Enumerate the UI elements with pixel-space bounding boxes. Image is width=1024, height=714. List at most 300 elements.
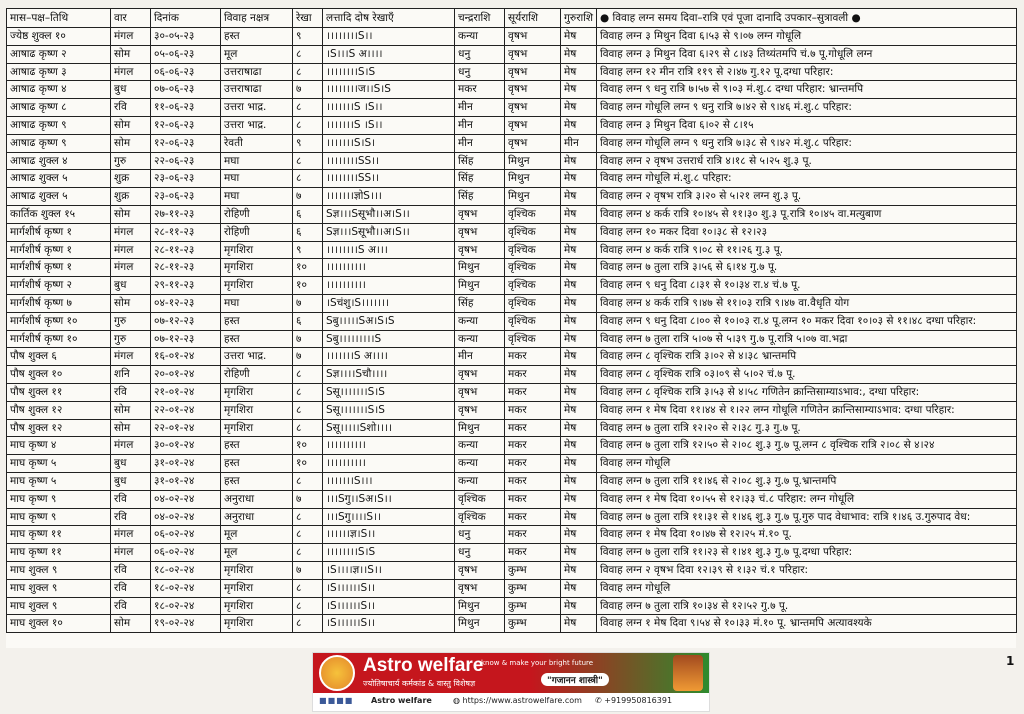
cell-jupiter-sign: मेष [561, 383, 597, 401]
cell-sun-sign: वृश्चिक [505, 330, 561, 348]
table-row [7, 472, 1017, 490]
cell-month-paksha-tithi: मार्गशीर्ष कृष्ण १० [7, 312, 111, 330]
cell-latta-dosh: ।।।।।।ज्ञ।S।। [323, 526, 455, 544]
cell-nakshatra: हस्त [221, 312, 293, 330]
cell-sun-sign: मकर [505, 401, 561, 419]
cell-date: ०७-१२-२३ [151, 312, 221, 330]
cell-latta-dosh: ।।।।।।।।SS।। [323, 170, 455, 188]
cell-latta-dosh: Sबु।।।।।Sअ।S।S [323, 312, 455, 330]
logo-icon [319, 655, 355, 691]
cell-date: २२-०१-२४ [151, 401, 221, 419]
cell-latta-dosh: ।।।।।।।।S।। [323, 28, 455, 46]
cell-date: २८-११-२३ [151, 259, 221, 277]
table-row [7, 437, 1017, 455]
header-month-paksha-tithi: मास–पक्ष–तिथि [7, 9, 111, 28]
cell-sun-sign: मकर [505, 366, 561, 384]
cell-date: ०६-०२-२४ [151, 544, 221, 562]
cell-lagna-notes: विवाह लग्न १० मकर दिवा १०।३८ से १२।२३ [597, 223, 1017, 241]
cell-jupiter-sign: मेष [561, 330, 597, 348]
cell-jupiter-sign: मेष [561, 597, 597, 615]
cell-month-paksha-tithi: माघ शुक्ल ९ [7, 579, 111, 597]
table-row [7, 99, 1017, 117]
table-row [7, 241, 1017, 259]
cell-lagna-notes: विवाह लग्न ७ तुला रात्रि ३।५६ से ६।१४ गु.७ पू. [597, 259, 1017, 277]
cell-sun-sign: वृषभ [505, 28, 561, 46]
cell-month-paksha-tithi: मार्गशीर्ष कृष्ण १ [7, 223, 111, 241]
cell-date: २९-११-२३ [151, 277, 221, 295]
cell-latta-dosh: ।।।।।।।S अ।।।। [323, 348, 455, 366]
page-number: 1 [1006, 654, 1015, 668]
cell-lagna-notes: विवाह लग्न ९ धनु दिवा ८।०० से १०।०३ रा.४ पू.लग्न १० मकर दिवा १०।०३ से ११।४८ दग्धा परिहार: [597, 312, 1017, 330]
cell-rekha: ८ [293, 419, 323, 437]
cell-month-paksha-tithi: मार्गशीर्ष कृष्ण १ [7, 259, 111, 277]
table-row [7, 63, 1017, 81]
cell-weekday: बुध [111, 277, 151, 295]
cell-nakshatra: उत्तरा भाद्र. [221, 348, 293, 366]
cell-nakshatra: मघा [221, 170, 293, 188]
cell-jupiter-sign: मेष [561, 419, 597, 437]
cell-sun-sign: वृश्चिक [505, 241, 561, 259]
cell-date: ०४-१२-२३ [151, 294, 221, 312]
cell-moon-sign: मिथुन [455, 259, 505, 277]
cell-sun-sign: वृषभ [505, 116, 561, 134]
table-row [7, 455, 1017, 473]
cell-month-paksha-tithi: माघ कृष्ण ९ [7, 508, 111, 526]
header-lagna-notes: ● विवाह लग्न समय दिवा–रात्रि एवं पूजा दानादि उपकार–सुत्रावली ● [597, 9, 1017, 28]
cell-month-paksha-tithi: पौष शुक्ल ६ [7, 348, 111, 366]
cell-rekha: ८ [293, 401, 323, 419]
cell-jupiter-sign: मेष [561, 99, 597, 117]
cell-jupiter-sign: मेष [561, 28, 597, 46]
cell-jupiter-sign: मेष [561, 455, 597, 473]
cell-rekha: ८ [293, 366, 323, 384]
cell-month-paksha-tithi: माघ कृष्ण ११ [7, 526, 111, 544]
cell-month-paksha-tithi: मार्गशीर्ष कृष्ण १ [7, 241, 111, 259]
cell-date: २२-०१-२४ [151, 419, 221, 437]
cell-date: ३१-०१-२४ [151, 455, 221, 473]
table-row [7, 277, 1017, 295]
cell-moon-sign: कन्या [455, 330, 505, 348]
cell-date: १८-०२-२४ [151, 579, 221, 597]
cell-lagna-notes: विवाह लग्न ८ वृश्चिक रात्रि ०३।०९ से ५।०२ चं.७ पू. [597, 366, 1017, 384]
cell-nakshatra: मृगशिरा [221, 419, 293, 437]
cell-weekday: रवि [111, 99, 151, 117]
cell-weekday: गुरु [111, 312, 151, 330]
cell-weekday: बुध [111, 455, 151, 473]
cell-nakshatra: अनुराधा [221, 508, 293, 526]
cell-date: १९-०२-२४ [151, 615, 221, 633]
cell-weekday: बुध [111, 81, 151, 99]
cell-moon-sign: वृश्चिक [455, 490, 505, 508]
cell-rekha: ८ [293, 579, 323, 597]
phone-number[interactable] [595, 696, 672, 705]
contact-row [313, 693, 709, 711]
cell-rekha: ८ [293, 45, 323, 63]
cell-moon-sign: कन्या [455, 472, 505, 490]
cell-latta-dosh: ।।।।।।।ज्ञोS।।। [323, 188, 455, 206]
cell-date: २८-११-२३ [151, 241, 221, 259]
cell-weekday: गुरु [111, 152, 151, 170]
cell-moon-sign: मीन [455, 116, 505, 134]
cell-latta-dosh: ।।।।।।।।।। [323, 455, 455, 473]
cell-lagna-notes: विवाह लग्न ३ मिथुन दिवा ६।०२ से ८।१५ [597, 116, 1017, 134]
cell-rekha: ८ [293, 116, 323, 134]
cell-latta-dosh: ।।।।।।।।ज।।S।S [323, 81, 455, 99]
cell-month-paksha-tithi: मार्गशीर्ष कृष्ण १० [7, 330, 111, 348]
cell-rekha: ८ [293, 472, 323, 490]
table-row [7, 312, 1017, 330]
cell-jupiter-sign: मेष [561, 490, 597, 508]
cell-latta-dosh: ।।।।।।।।।। [323, 437, 455, 455]
cell-jupiter-sign: मेष [561, 63, 597, 81]
phone-text[interactable]: +919950816391 [604, 696, 673, 705]
cell-jupiter-sign: मेष [561, 241, 597, 259]
cell-lagna-notes: विवाह लग्न ४ कर्क रात्रि ९।०८ से ११।२६ गु.३ पू. [597, 241, 1017, 259]
brand-subtitle: ज्योतिषाचार्य कर्मकांड & वास्तु विशेषज्ञ [363, 679, 476, 688]
cell-weekday: मंगल [111, 223, 151, 241]
cell-nakshatra: मूल [221, 544, 293, 562]
cell-date: ०४-०२-२४ [151, 490, 221, 508]
cell-date: २१-०१-२४ [151, 383, 221, 401]
cell-rekha: ६ [293, 312, 323, 330]
cell-sun-sign: मकर [505, 544, 561, 562]
cell-latta-dosh: Sज्ञ।।।Sसूभौ।।अ।S।। [323, 223, 455, 241]
header-weekday: वार [111, 9, 151, 28]
cell-rekha: ८ [293, 170, 323, 188]
brand-name: Astro welfare [363, 655, 484, 676]
cell-sun-sign: वृषभ [505, 134, 561, 152]
twitter-icon[interactable]: ■ [344, 696, 354, 705]
cell-latta-dosh: ।S।।।।।।S।। [323, 597, 455, 615]
cell-moon-sign: वृषभ [455, 561, 505, 579]
cell-month-paksha-tithi: माघ कृष्ण ९ [7, 490, 111, 508]
cell-sun-sign: मकर [505, 348, 561, 366]
cell-latta-dosh: Sज्ञ।।।।Sचौ।।।। [323, 366, 455, 384]
cell-rekha: ८ [293, 544, 323, 562]
cell-rekha: ८ [293, 152, 323, 170]
cell-jupiter-sign: मेष [561, 312, 597, 330]
cell-nakshatra: मृगशिरा [221, 579, 293, 597]
table-row [7, 383, 1017, 401]
cell-weekday: सोम [111, 294, 151, 312]
cell-month-paksha-tithi: आषाढ शुक्ल ४ [7, 152, 111, 170]
cell-sun-sign: वृषभ [505, 45, 561, 63]
cell-moon-sign: कन्या [455, 28, 505, 46]
cell-rekha: ७ [293, 81, 323, 99]
cell-moon-sign: वृषभ [455, 223, 505, 241]
header-moon-sign: चन्द्रराशि [455, 9, 505, 28]
cell-month-paksha-tithi: आषाढ कृष्ण २ [7, 45, 111, 63]
cell-lagna-notes: विवाह लग्न ७ तुला रात्रि १२।५० से २।०८ शु.३ गु.७ पू.लग्न ८ वृश्चिक रात्रि २।०८ से ४।२४ [597, 437, 1017, 455]
website-link[interactable] [453, 696, 582, 705]
cell-jupiter-sign: मीन [561, 134, 597, 152]
cell-nakshatra: अनुराधा [221, 490, 293, 508]
cell-date: १२-०६-२३ [151, 134, 221, 152]
cell-nakshatra: मृगशिरा [221, 561, 293, 579]
cell-sun-sign: मकर [505, 419, 561, 437]
cell-moon-sign: धनु [455, 544, 505, 562]
cell-month-paksha-tithi: आषाढ शुक्ल ५ [7, 188, 111, 206]
cell-moon-sign: वृषभ [455, 401, 505, 419]
facebook-icon[interactable]: ■ [319, 696, 328, 705]
cell-month-paksha-tithi: आषाढ कृष्ण ८ [7, 99, 111, 117]
cell-sun-sign: मकर [505, 526, 561, 544]
cell-sun-sign: वृश्चिक [505, 259, 561, 277]
table-row [7, 561, 1017, 579]
cell-month-paksha-tithi: आषाढ कृष्ण ४ [7, 81, 111, 99]
cell-sun-sign: वृश्चिक [505, 294, 561, 312]
cell-lagna-notes: विवाह लग्न ४ कर्क रात्रि १०।४५ से ११।३० शु.३ पू.रात्रि १०।४५ वा.मत्युबाण [597, 205, 1017, 223]
table-row [7, 170, 1017, 188]
cell-nakshatra: उत्तराषाढा [221, 63, 293, 81]
astrologer-name: "गजानन शास्त्री" [541, 673, 609, 686]
cell-sun-sign: वृश्चिक [505, 277, 561, 295]
cell-moon-sign: सिंह [455, 152, 505, 170]
cell-weekday: सोम [111, 45, 151, 63]
cell-date: २७-११-२३ [151, 205, 221, 223]
cell-moon-sign: धनु [455, 526, 505, 544]
cell-rekha: ८ [293, 99, 323, 117]
cell-month-paksha-tithi: पौष शुक्ल १२ [7, 419, 111, 437]
cell-jupiter-sign: मेष [561, 152, 597, 170]
cell-lagna-notes: विवाह लग्न २ वृषभ दिवा १२।३९ से १।३२ चं.१ परिहार: [597, 561, 1017, 579]
cell-rekha: ८ [293, 508, 323, 526]
table-row [7, 526, 1017, 544]
cell-sun-sign: वृश्चिक [505, 205, 561, 223]
cell-date: २३-०६-२३ [151, 188, 221, 206]
cell-lagna-notes: विवाह लग्न १ मेष दिवा ११।४४ से १।२२ लग्न गोधूलि गणितेन क्रान्तिसाम्याऽभाव: दग्धा परिहार: [597, 401, 1017, 419]
cell-jupiter-sign: मेष [561, 508, 597, 526]
table-row [7, 81, 1017, 99]
muhurat-sheet [6, 8, 1016, 648]
cell-rekha: ७ [293, 561, 323, 579]
cell-date: १६-०१-२४ [151, 348, 221, 366]
cell-nakshatra: मृगशिरा [221, 597, 293, 615]
cell-rekha: ८ [293, 63, 323, 81]
cell-jupiter-sign: मेष [561, 205, 597, 223]
cell-latta-dosh: ।।।।।।।।S।S [323, 63, 455, 81]
table-row [7, 223, 1017, 241]
cell-month-paksha-tithi: माघ कृष्ण ११ [7, 544, 111, 562]
table-row [7, 330, 1017, 348]
cell-sun-sign: मकर [505, 472, 561, 490]
cell-date: ०६-०२-२४ [151, 526, 221, 544]
cell-jupiter-sign: मेष [561, 188, 597, 206]
website-text[interactable]: https://www.astrowelfare.com [462, 696, 582, 705]
cell-month-paksha-tithi: पौष शुक्ल १० [7, 366, 111, 384]
phone-icon: ✆ [595, 696, 605, 705]
cell-rekha: १० [293, 277, 323, 295]
cell-latta-dosh: ।।।।।।।।S अ।।। [323, 241, 455, 259]
header-row [7, 9, 1017, 28]
cell-nakshatra: मृगशिरा [221, 259, 293, 277]
cell-month-paksha-tithi: माघ शुक्ल ९ [7, 597, 111, 615]
table-row [7, 28, 1017, 46]
cell-rekha: ८ [293, 383, 323, 401]
cell-weekday: रवि [111, 508, 151, 526]
cell-moon-sign: सिंह [455, 170, 505, 188]
footer-banner [312, 652, 710, 712]
cell-moon-sign: मिथुन [455, 419, 505, 437]
brand-band [313, 653, 709, 693]
cell-rekha: ६ [293, 223, 323, 241]
cell-weekday: सोम [111, 401, 151, 419]
cell-moon-sign: वृश्चिक [455, 508, 505, 526]
cell-month-paksha-tithi: माघ कृष्ण ५ [7, 472, 111, 490]
cell-jupiter-sign: मेष [561, 170, 597, 188]
cell-month-paksha-tithi: माघ कृष्ण ५ [7, 455, 111, 473]
cell-jupiter-sign: मेष [561, 401, 597, 419]
cell-jupiter-sign: मेष [561, 526, 597, 544]
cell-weekday: मंगल [111, 526, 151, 544]
header-latta-dosh: लत्तादि दोष रेखाएँ [323, 9, 455, 28]
cell-sun-sign: वृषभ [505, 63, 561, 81]
cell-nakshatra: रोहिणी [221, 205, 293, 223]
cell-jupiter-sign: मेष [561, 116, 597, 134]
cell-date: ३०-०५-२३ [151, 28, 221, 46]
cell-nakshatra: हस्त [221, 28, 293, 46]
table-row [7, 116, 1017, 134]
cell-rekha: ७ [293, 294, 323, 312]
cell-latta-dosh: ।।।Sगु।।Sअ।S।। [323, 490, 455, 508]
cell-moon-sign: वृषभ [455, 205, 505, 223]
cell-nakshatra: मघा [221, 152, 293, 170]
instagram-icon[interactable]: ■ [327, 696, 337, 705]
cell-lagna-notes: विवाह लग्न ७ तुला रात्रि ५।०७ से ५।३९ गु.७ पू.रात्रि ५।०७ वा.भद्रा [597, 330, 1017, 348]
cell-weekday: मंगल [111, 348, 151, 366]
cell-rekha: ७ [293, 330, 323, 348]
cell-moon-sign: कन्या [455, 455, 505, 473]
cell-nakshatra: रोहिणी [221, 223, 293, 241]
cell-sun-sign: वृश्चिक [505, 312, 561, 330]
social-icons[interactable] [319, 696, 353, 705]
cell-nakshatra: मघा [221, 188, 293, 206]
cell-jupiter-sign: मेष [561, 561, 597, 579]
youtube-icon[interactable]: ■ [336, 696, 345, 705]
cell-latta-dosh: Sज्ञ।।।Sसूभौ।।अ।S।। [323, 205, 455, 223]
cell-rekha: ७ [293, 188, 323, 206]
cell-month-paksha-tithi: माघ शुक्ल ९ [7, 561, 111, 579]
cell-lagna-notes: विवाह लग्न १ मेष दिवा ९।५४ से १०।३३ मं.१० पू. भ्रान्तमपि अत्यावश्यके [597, 615, 1017, 633]
cell-nakshatra: उत्तरा भाद्र. [221, 99, 293, 117]
cell-date: ०७-०६-२३ [151, 81, 221, 99]
cell-sun-sign: वृषभ [505, 81, 561, 99]
cell-sun-sign: मकर [505, 437, 561, 455]
cell-latta-dosh: Sसू।।।।।Sशो।।।। [323, 419, 455, 437]
cell-weekday: मंगल [111, 63, 151, 81]
cell-rekha: ७ [293, 490, 323, 508]
header-jupiter-sign: गुरुराशि [561, 9, 597, 28]
cell-weekday: सोम [111, 134, 151, 152]
table-row [7, 508, 1017, 526]
cell-date: ०४-०२-२४ [151, 508, 221, 526]
cell-nakshatra: उत्तराषाढा [221, 81, 293, 99]
cell-moon-sign: वृषभ [455, 383, 505, 401]
cell-lagna-notes: विवाह लग्न ७ तुला रात्रि १२।२० से २।३८ गु.३ गु.७ पू. [597, 419, 1017, 437]
cell-nakshatra: रेवती [221, 134, 293, 152]
cell-nakshatra: हस्त [221, 330, 293, 348]
cell-nakshatra: मूल [221, 526, 293, 544]
cell-lagna-notes: विवाह लग्न ७ तुला रात्रि ११।३१ से १।४६ शु.३ गु.७ पू.गुरु पाद वेधाभाव: रात्रि १।४६ उ.गुरुपाद वेध: [597, 508, 1017, 526]
cell-month-paksha-tithi: माघ शुक्ल १० [7, 615, 111, 633]
cell-date: २३-०६-२३ [151, 170, 221, 188]
cell-latta-dosh: ।Sचंशु।S।।।।।।। [323, 294, 455, 312]
cell-jupiter-sign: मेष [561, 45, 597, 63]
cell-month-paksha-tithi: पौष शुक्ल १२ [7, 401, 111, 419]
header-nakshatra: विवाह नक्षत्र [221, 9, 293, 28]
cell-date: ३१-०१-२४ [151, 472, 221, 490]
cell-rekha: ८ [293, 526, 323, 544]
cell-rekha: ९ [293, 134, 323, 152]
cell-latta-dosh: ।।।।।।।।।। [323, 277, 455, 295]
cell-moon-sign: वृषभ [455, 241, 505, 259]
cell-sun-sign: वृषभ [505, 99, 561, 117]
cell-jupiter-sign: मेष [561, 544, 597, 562]
cell-moon-sign: धनु [455, 45, 505, 63]
cell-weekday: मंगल [111, 241, 151, 259]
cell-rekha: ९ [293, 241, 323, 259]
cell-sun-sign: मकर [505, 490, 561, 508]
cell-weekday: रवि [111, 561, 151, 579]
cell-nakshatra: हस्त [221, 455, 293, 473]
cell-weekday: गुरु [111, 330, 151, 348]
cell-month-paksha-tithi: माघ कृष्ण ४ [7, 437, 111, 455]
cell-lagna-notes: विवाह लग्न ८ वृश्चिक रात्रि ३।५३ से ४।५८ गणितेन क्रान्तिसाम्याऽभाव:, दग्धा परिहार: [597, 383, 1017, 401]
cell-moon-sign: मीन [455, 99, 505, 117]
cell-lagna-notes: विवाह लग्न गोधूलि [597, 455, 1017, 473]
cell-moon-sign: मिथुन [455, 597, 505, 615]
cell-latta-dosh: Sसू।।।।।।।S।S [323, 383, 455, 401]
cell-jupiter-sign: मेष [561, 437, 597, 455]
cell-rekha: १० [293, 259, 323, 277]
table-row [7, 205, 1017, 223]
cell-nakshatra: हस्त [221, 437, 293, 455]
cell-jupiter-sign: मेष [561, 223, 597, 241]
cell-latta-dosh: ।।।।।।।S ।S।। [323, 116, 455, 134]
cell-latta-dosh: Sसू।।।।।।।S।S [323, 401, 455, 419]
cell-moon-sign: मीन [455, 134, 505, 152]
cell-date: ०५-०६-२३ [151, 45, 221, 63]
cell-weekday: मंगल [111, 544, 151, 562]
globe-icon: ◍ [453, 696, 463, 705]
cell-date: ११-०६-२३ [151, 99, 221, 117]
cell-rekha: १० [293, 455, 323, 473]
cell-month-paksha-tithi: मार्गशीर्ष कृष्ण २ [7, 277, 111, 295]
vivah-muhurat-table [6, 8, 1017, 633]
table-row [7, 45, 1017, 63]
social-name: Astro welfare [371, 696, 432, 705]
cell-lagna-notes: विवाह लग्न गोधूलि लग्न ९ धनु रात्रि ७।४२ से ९।४६ मं.शु.८ परिहार: [597, 99, 1017, 117]
cell-lagna-notes: विवाह लग्न ९ धनु दिवा ८।३१ से १०।३४ रा.४ चं.७ पू. [597, 277, 1017, 295]
table-row [7, 152, 1017, 170]
cell-lagna-notes: विवाह लग्न गोधूलि [597, 579, 1017, 597]
cell-lagna-notes: विवाह लग्न १ मेष दिवा १०।४७ से १२।२५ मं.१० पू. [597, 526, 1017, 544]
table-row [7, 294, 1017, 312]
cell-latta-dosh: ।S।।।S अ।।।। [323, 45, 455, 63]
cell-moon-sign: सिंह [455, 188, 505, 206]
cell-nakshatra: मघा [221, 294, 293, 312]
cell-latta-dosh: ।।।।।।।।S।S [323, 544, 455, 562]
cell-nakshatra: मूल [221, 45, 293, 63]
header-date: दिनांक [151, 9, 221, 28]
cell-latta-dosh: ।S।।।।ज्ञ।।S।। [323, 561, 455, 579]
cell-moon-sign: मीन [455, 348, 505, 366]
cell-moon-sign: मकर [455, 81, 505, 99]
cell-date: २८-११-२३ [151, 223, 221, 241]
cell-rekha: ६ [293, 205, 323, 223]
cell-date: १८-०२-२४ [151, 561, 221, 579]
table-row [7, 134, 1017, 152]
